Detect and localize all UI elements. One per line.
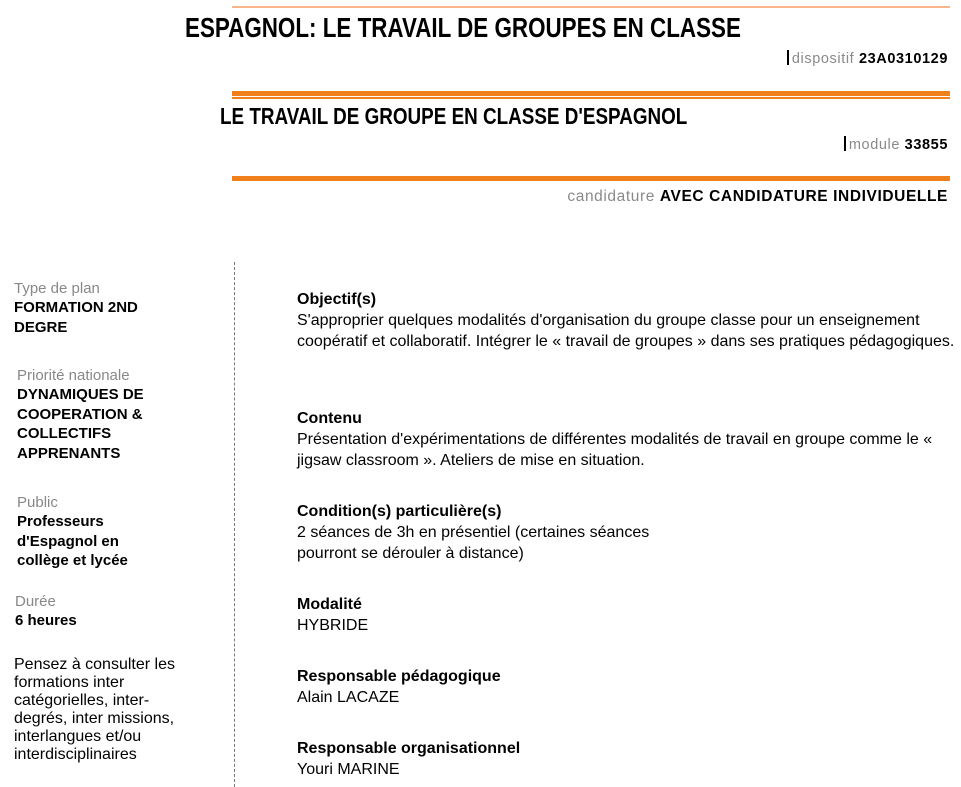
separator-bar (844, 136, 846, 151)
module-meta (844, 136, 948, 153)
candidature-label: candidature (567, 188, 655, 205)
section-heading: Objectif(s) (297, 291, 377, 308)
section-text: Présentation d'expérimentations de différentes modalités de travail en groupe comme le « jigsaw classroom ». Ateliers de mise en situation. (297, 431, 933, 469)
header-divider-sub (232, 97, 950, 99)
section-text: HYBRIDE (297, 617, 369, 634)
section-objectifs (297, 289, 961, 352)
section-modalite (297, 594, 961, 636)
module-value: 33855 (904, 137, 948, 153)
separator-bar (787, 50, 789, 65)
section-text: 2 séances de 3h en présentiel (certaines séances pourront se dérouler à distance) (297, 524, 650, 562)
section-responsable-organisationnel (297, 738, 961, 780)
section-heading: Contenu (297, 410, 362, 427)
priorite-value: DYNAMIQUES DE COOPERATION & COLLECTIFS APPRENANTS (17, 386, 144, 462)
duree-label: Durée (15, 593, 56, 610)
section-heading: Responsable pédagogique (297, 668, 501, 685)
duree-value: 6 heures (15, 612, 77, 629)
type-plan-field (14, 279, 214, 337)
section-contenu (297, 408, 961, 471)
header-divider (232, 91, 950, 96)
dispositif-label: dispositif (791, 51, 855, 67)
public-field (17, 493, 217, 571)
module-title: LE TRAVAIL DE GROUPE EN CLASSE D'ESPAGNOL (220, 103, 688, 129)
page-title: ESPAGNOL: LE TRAVAIL DE GROUPES EN CLASSE (185, 12, 741, 43)
column-divider (234, 262, 235, 787)
section-heading: Responsable organisationnel (297, 740, 521, 757)
public-value: Professeurs d'Espagnol en collège et lycée (17, 513, 128, 569)
consult-note: Pensez à consulter les formations inter catégorielles, inter-degrés, inter missions, interlangues et/ou interdisciplinaires (14, 656, 175, 763)
section-responsable-pedagogique (297, 666, 961, 708)
duree-field (15, 592, 215, 631)
dispositif-meta (787, 50, 948, 67)
module-label: module (848, 137, 901, 153)
header-divider-top (232, 6, 950, 8)
public-label: Public (17, 494, 58, 511)
priorite-label: Priorité nationale (17, 367, 130, 384)
section-text: S'approprier quelques modalités d'organisation du groupe classe pour un enseignement coopératif et collaboratif. Intégrer le « travail de groupes » dans ses pratiques pédagogiques. (297, 312, 955, 350)
section-conditions (297, 501, 961, 564)
section-text: Alain LACAZE (297, 689, 400, 706)
section-text: Youri MARINE (297, 761, 400, 778)
section-heading: Modalité (297, 596, 362, 613)
module-divider (232, 176, 950, 181)
candidature-meta (567, 188, 948, 206)
section-heading: Condition(s) particulière(s) (297, 503, 502, 520)
dispositif-value: 23A0310129 (858, 51, 948, 67)
type-plan-value: FORMATION 2ND DEGRE (14, 299, 138, 336)
candidature-value: AVEC CANDIDATURE INDIVIDUELLE (659, 188, 948, 205)
type-plan-label: Type de plan (14, 280, 100, 297)
priorite-field (17, 366, 217, 463)
